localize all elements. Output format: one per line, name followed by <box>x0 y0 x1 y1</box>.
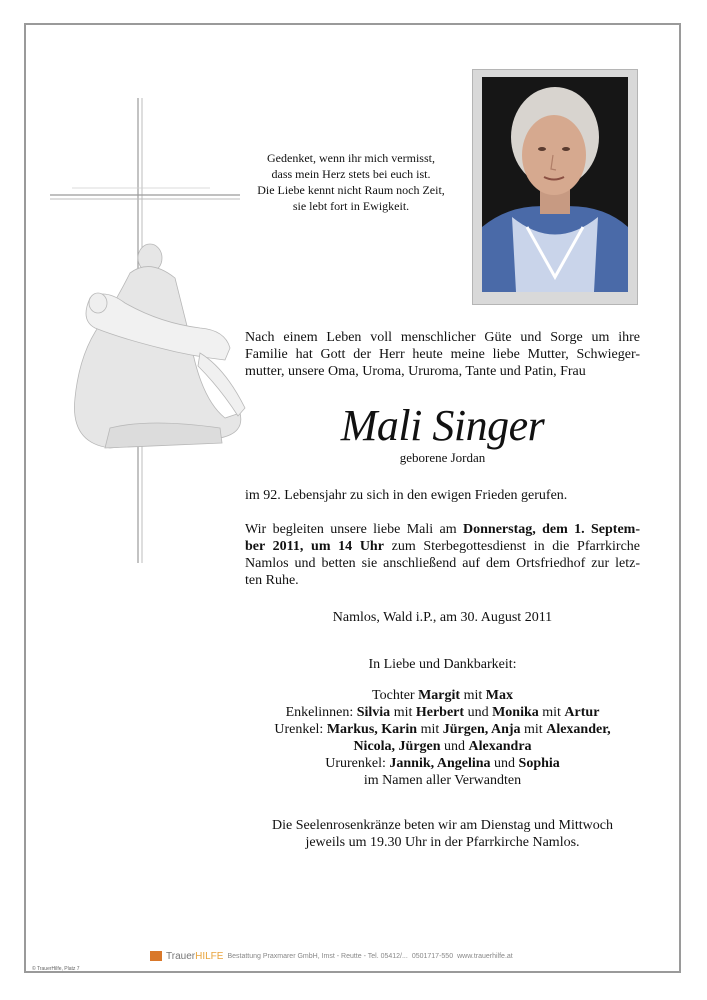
rosary-line: Die Seelenrosenkränze beten wir am Dienstag und Mittwoch <box>272 818 613 833</box>
footer-company: Bestattung Praxmarer GmbH, Imst - Reutte - Tel. 05412/... <box>227 952 408 960</box>
pieta-image <box>74 244 245 448</box>
family-line-daughter: Tochter Margit mit Max <box>372 688 513 703</box>
poem-line: dass mein Herz stets bei euch ist. <box>271 167 431 181</box>
poem-line: Gedenket, wenn ihr mich vermisst, <box>267 151 435 165</box>
deceased-name: Mali Singer <box>340 401 545 450</box>
intro-paragraph <box>245 329 640 380</box>
rosary-notice <box>200 817 685 851</box>
intro-line: Nach einem Leben voll menschlicher Güte und Sorge um ihre <box>245 330 640 345</box>
copyright: © TrauerHilfe, Platz 7 <box>32 966 80 972</box>
trauerhilfe-logo-icon <box>150 951 162 961</box>
family-line-great-grandchildren-cont: Nicola, Jürgen und Alexandra <box>353 739 532 754</box>
footer-phone: 0501717-550 <box>411 952 454 960</box>
burial-text: zum Sterbegottesdienst in die Pfarrkirche <box>383 539 640 554</box>
footer-web[interactable]: www.trauerhilfe.at <box>457 952 513 960</box>
family-line-great-grandchildren: Urenkel: Markus, Karin mit Jürgen, Anja mit Alexander, <box>274 722 611 737</box>
footer <box>150 949 570 963</box>
cross-icon <box>50 98 250 598</box>
footer-brand: TrauerHILFE <box>166 950 224 962</box>
family-line-grandchildren: Enkelinnen: Silvia mit Herbert und Monika mit Artur <box>285 705 600 720</box>
burial-date: Donnerstag, dem 1. Septem- <box>463 522 640 537</box>
burial-line: ten Ruhe. <box>245 573 299 588</box>
burial-line <box>245 521 640 538</box>
portrait-photo <box>482 77 628 292</box>
family-line-relatives: im Namen aller Verwandten <box>363 773 522 788</box>
thanks-heading: In Liebe und Dankbarkeit: <box>368 657 517 672</box>
burial-text: Wir begleiten unsere liebe Mali am <box>245 522 464 537</box>
birth-name: geborene Jordan <box>399 450 486 465</box>
burial-paragraph <box>245 521 640 589</box>
poem-line: Die Liebe kennt nicht Raum noch Zeit, <box>257 183 445 197</box>
burial-line <box>245 538 640 555</box>
poem-line: sie lebt fort in Ewigkeit. <box>292 199 410 213</box>
burial-line: Namlos und betten sie anschließend auf dem Ortsfriedhof zur letz- <box>245 556 640 571</box>
family-line-great-great-grandchildren: Ururenkel: Jannik, Angelina und Sophia <box>325 756 560 771</box>
intro-line: mutter, unsere Oma, Uroma, Ururoma, Tante und Patin, Frau <box>245 364 586 379</box>
family-list <box>200 687 685 789</box>
intro-line: Familie hat Gott der Herr heute meine liebe Mutter, Schwieger- <box>245 347 640 362</box>
poem <box>236 150 466 214</box>
passing-text: im 92. Lebensjahr zu sich in den ewigen Frieden gerufen. <box>245 488 568 503</box>
rosary-line: jeweils um 19.30 Uhr in der Pfarrkirche Namlos. <box>305 835 580 850</box>
place-date: Namlos, Wald i.P., am 30. August 2011 <box>332 610 553 625</box>
burial-time: ber 2011, um 14 Uhr <box>245 539 384 554</box>
